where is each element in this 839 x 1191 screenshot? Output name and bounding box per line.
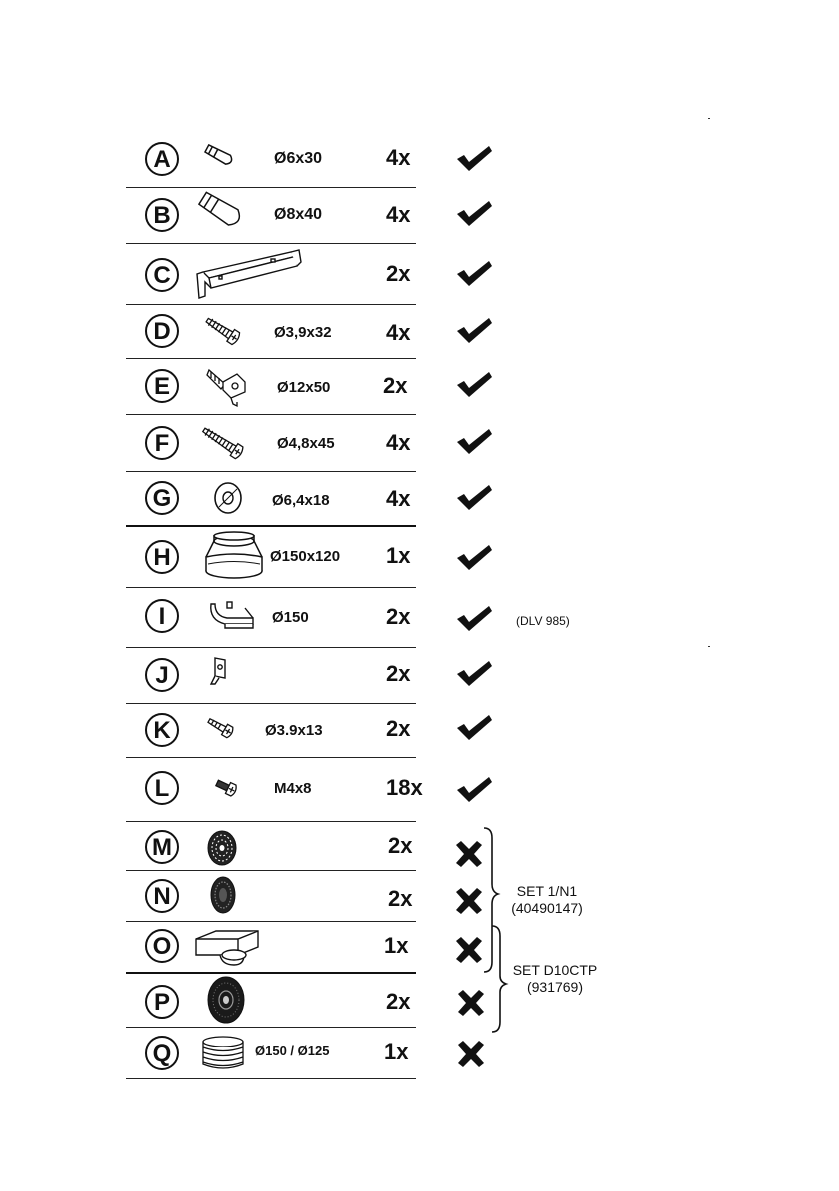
part-letter-a: A: [145, 142, 179, 176]
row-divider: [126, 471, 416, 472]
part-dimension-q: Ø150 / Ø125: [255, 1043, 330, 1058]
row-divider: [126, 647, 416, 648]
screw-icon: [202, 312, 246, 350]
row-divider: [126, 358, 416, 359]
checkmark-icon: [455, 604, 493, 632]
part-quantity-p: 2x: [386, 989, 411, 1014]
set-brace-icon: [482, 826, 512, 1036]
set-label-2: [505, 962, 605, 996]
short-screw-icon: [205, 712, 239, 744]
part-quantity-d: 4x: [386, 320, 411, 345]
part-letter-m: M: [145, 830, 179, 864]
checkmark-icon: [455, 144, 493, 172]
charcoal-filter-icon: [203, 973, 249, 1025]
part-dimension-f: Ø4,8x45: [277, 435, 335, 452]
cross-icon: [453, 839, 485, 869]
stray-mark: [708, 646, 710, 647]
part-letter-l: L: [145, 771, 179, 805]
part-dimension-e: Ø12x50: [277, 379, 331, 396]
part-letter-b: B: [145, 198, 179, 232]
set-code-1: (40490147): [511, 900, 583, 916]
part-quantity-o: 1x: [384, 933, 409, 958]
part-letter-d: D: [145, 314, 179, 348]
row-divider: [126, 525, 416, 527]
part-note-i: (DLV 985): [516, 614, 570, 628]
part-letter-f: F: [145, 426, 179, 460]
part-dimension-d: Ø3,9x32: [274, 324, 332, 341]
row-divider: [126, 972, 416, 974]
anchor-bolt-icon: [205, 362, 255, 412]
checkmark-icon: [455, 259, 493, 287]
part-quantity-a: 4x: [386, 145, 411, 170]
part-letter-k: K: [145, 713, 179, 747]
checkmark-icon: [455, 370, 493, 398]
row-divider: [126, 1027, 416, 1028]
part-quantity-j: 2x: [386, 661, 411, 686]
checkmark-icon: [455, 713, 493, 741]
wall-plug-icon: [203, 142, 239, 170]
part-letter-e: E: [145, 369, 179, 403]
part-letter-n: N: [145, 879, 179, 913]
screw-long-icon: [198, 420, 250, 466]
part-quantity-i: 2x: [386, 604, 411, 629]
set-name-2: SET D10CTP: [512, 962, 598, 978]
row-divider: [126, 1078, 416, 1079]
part-quantity-k: 2x: [386, 716, 411, 741]
set-name-1: SET 1/N1: [516, 883, 578, 899]
checkmark-icon: [455, 775, 493, 803]
reducer-ring-icon: [200, 1034, 246, 1074]
part-dimension-g: Ø6,4x18: [272, 492, 330, 509]
clip-nut-icon: [209, 654, 231, 688]
row-divider: [126, 414, 416, 415]
cross-icon: [455, 1039, 487, 1069]
part-quantity-b: 4x: [386, 202, 411, 227]
part-dimension-a: Ø6x30: [274, 150, 323, 167]
part-quantity-n: 2x: [388, 886, 413, 911]
part-dimension-i: Ø150: [272, 609, 309, 626]
part-dimension-k: Ø3.9x13: [265, 722, 323, 739]
row-divider: [126, 587, 416, 588]
part-dimension-l: M4x8: [274, 780, 312, 797]
part-quantity-h: 1x: [386, 543, 411, 568]
part-quantity-c: 2x: [386, 261, 411, 286]
mounting-bracket-icon: [193, 246, 305, 302]
part-letter-q: Q: [145, 1036, 179, 1070]
washer-icon: [211, 481, 245, 515]
row-divider: [126, 304, 416, 305]
carbon-filter-icon: [205, 874, 241, 916]
set-code-2: (931769): [526, 979, 584, 995]
checkmark-icon: [455, 199, 493, 227]
row-divider: [126, 870, 416, 871]
row-divider: [126, 703, 416, 704]
checkmark-icon: [455, 483, 493, 511]
row-divider: [126, 243, 416, 244]
machine-screw-icon: [212, 774, 244, 802]
part-letter-c: C: [145, 258, 179, 292]
checkmark-icon: [455, 427, 493, 455]
part-quantity-e: 2x: [383, 373, 408, 398]
part-quantity-q: 1x: [384, 1039, 409, 1064]
cross-icon: [453, 886, 485, 916]
duct-connector-icon: [192, 925, 266, 969]
part-quantity-l: 18x: [386, 775, 423, 800]
part-letter-h: H: [145, 540, 179, 574]
row-divider: [126, 187, 416, 188]
half-flange-icon: [205, 598, 261, 632]
duct-adapter-icon: [202, 531, 266, 581]
checkmark-icon: [455, 316, 493, 344]
part-letter-i: I: [145, 599, 179, 633]
checkmark-icon: [455, 659, 493, 687]
part-quantity-g: 4x: [386, 486, 411, 511]
set-label-1: [497, 883, 597, 917]
cross-icon: [453, 935, 485, 965]
row-divider: [126, 821, 416, 822]
part-quantity-f: 4x: [386, 430, 411, 455]
part-dimension-h: Ø150x120: [270, 548, 341, 565]
part-quantity-m: 2x: [388, 833, 413, 858]
grease-filter-icon: [203, 828, 241, 868]
part-letter-g: G: [145, 481, 179, 515]
checkmark-icon: [455, 543, 493, 571]
stray-mark: [708, 118, 710, 119]
part-letter-o: O: [145, 929, 179, 963]
row-divider: [126, 757, 416, 758]
row-divider: [126, 921, 416, 922]
wall-plug-large-icon: [197, 190, 249, 232]
part-letter-j: J: [145, 658, 179, 692]
part-dimension-b: Ø8x40: [274, 206, 323, 223]
part-letter-p: P: [145, 985, 179, 1019]
